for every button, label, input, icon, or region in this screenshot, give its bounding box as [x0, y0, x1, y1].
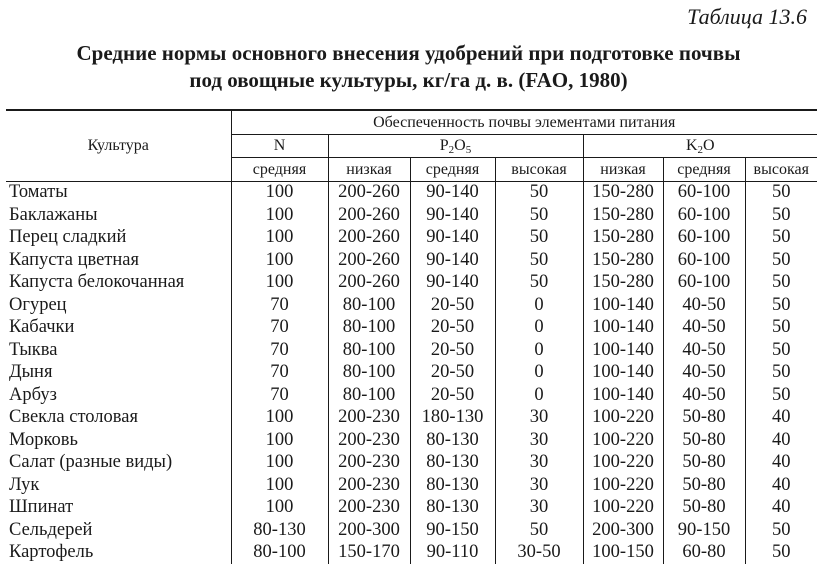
crop-name: Морковь [9, 429, 78, 450]
rate-cell: 80-100 [328, 362, 410, 385]
rate-cell: 40 [745, 429, 817, 452]
rate-cell: 50 [495, 519, 583, 542]
rate-cell: 80-130 [410, 429, 495, 452]
rate-cell: 90-150 [663, 519, 745, 542]
rate-cell: 50 [495, 204, 583, 227]
rate-cell: 60-80 [663, 542, 745, 565]
rate-cell: 100 [231, 497, 328, 520]
rate-cell: 30 [495, 474, 583, 497]
rate-cell: 70 [231, 317, 328, 340]
crop-name: Кабачки [9, 317, 75, 338]
rate-cell: 30 [495, 452, 583, 475]
rate-cell: 50 [745, 204, 817, 227]
crop-name: Дыня [9, 362, 53, 383]
table-label: Таблица 13.6 [687, 4, 807, 29]
crop-name: Баклажаны [9, 204, 98, 225]
rate-cell: 200-300 [583, 519, 663, 542]
rate-cell: 200-260 [328, 249, 410, 272]
rate-cell: 30 [495, 429, 583, 452]
header-p-low: низкая [328, 158, 410, 182]
rate-cell: 40-50 [663, 339, 745, 362]
rate-cell: 100 [231, 474, 328, 497]
rate-cell: 50 [745, 272, 817, 295]
title-line-2: под овощные культуры, кг/га д. в. (FAO, 1980) [189, 68, 628, 92]
crop-name: Перец сладкий [9, 227, 127, 248]
rate-cell: 150-280 [583, 181, 663, 204]
rate-cell: 100 [231, 204, 328, 227]
rate-cell: 90-150 [410, 519, 495, 542]
table-row [6, 317, 817, 340]
rate-cell: 50-80 [663, 497, 745, 520]
rate-cell: 200-260 [328, 227, 410, 250]
table-row [6, 452, 817, 475]
rate-cell: 30 [495, 407, 583, 430]
rate-cell: 60-100 [663, 249, 745, 272]
rate-cell: 0 [495, 362, 583, 385]
rate-cell: 50 [495, 249, 583, 272]
rate-cell: 0 [495, 339, 583, 362]
rate-cell: 50 [745, 317, 817, 340]
rate-cell: 70 [231, 294, 328, 317]
rate-cell: 200-230 [328, 474, 410, 497]
rate-cell: 50-80 [663, 474, 745, 497]
rate-cell: 80-100 [231, 542, 328, 565]
header-p-high: высокая [495, 158, 583, 182]
rate-cell: 100-150 [583, 542, 663, 565]
rate-cell: 20-50 [410, 339, 495, 362]
rate-cell: 80-100 [328, 339, 410, 362]
page-title [0, 40, 817, 94]
header-supply: Обеспеченность почвы элементами питания [231, 110, 817, 134]
rate-cell: 150-280 [583, 249, 663, 272]
rate-cell: 20-50 [410, 317, 495, 340]
table-row [6, 474, 817, 497]
header-k-medium: средняя [663, 158, 745, 182]
rate-cell: 50 [495, 272, 583, 295]
rate-cell: 80-130 [410, 452, 495, 475]
rate-cell: 180-130 [410, 407, 495, 430]
rate-cell: 100-220 [583, 452, 663, 475]
rate-cell: 50-80 [663, 429, 745, 452]
rate-cell: 80-130 [231, 519, 328, 542]
rate-cell: 100 [231, 249, 328, 272]
rate-cell: 80-100 [328, 317, 410, 340]
table-row [6, 362, 817, 385]
rate-cell: 100-220 [583, 497, 663, 520]
rate-cell: 200-260 [328, 272, 410, 295]
rate-cell: 50 [745, 294, 817, 317]
rate-cell: 50 [745, 362, 817, 385]
rate-cell: 50 [745, 249, 817, 272]
table-row [6, 294, 817, 317]
rate-cell: 70 [231, 362, 328, 385]
rate-cell: 70 [231, 339, 328, 362]
rate-cell: 200-260 [328, 181, 410, 204]
rate-cell: 60-100 [663, 204, 745, 227]
rate-cell: 70 [231, 384, 328, 407]
crop-name: Тыква [9, 339, 58, 360]
rate-cell: 100-140 [583, 384, 663, 407]
rate-cell: 100-220 [583, 407, 663, 430]
rate-cell: 80-130 [410, 497, 495, 520]
rate-cell: 40 [745, 497, 817, 520]
header-n: N [231, 134, 328, 158]
rate-cell: 90-140 [410, 272, 495, 295]
rate-cell: 50 [745, 519, 817, 542]
rate-cell: 0 [495, 317, 583, 340]
table-body [6, 181, 817, 564]
rate-cell: 50 [745, 542, 817, 565]
rate-cell: 0 [495, 294, 583, 317]
header-p2o5: $P_2O_5$ [328, 134, 583, 158]
table-row [6, 204, 817, 227]
table-row [6, 497, 817, 520]
rate-cell: 50 [745, 227, 817, 250]
rate-cell: 150-170 [328, 542, 410, 565]
table-row [6, 519, 817, 542]
fertilizer-table [6, 109, 817, 564]
crop-name: Лук [9, 474, 40, 495]
rate-cell: 100-220 [583, 474, 663, 497]
rate-cell: 90-140 [410, 249, 495, 272]
crop-name: Капуста белокочанная [9, 272, 185, 293]
rate-cell: 90-140 [410, 204, 495, 227]
rate-cell: 80-100 [328, 384, 410, 407]
rate-cell: 40-50 [663, 362, 745, 385]
rate-cell: 100-220 [583, 429, 663, 452]
rate-cell: 100 [231, 429, 328, 452]
title-line-1: Средние нормы основного внесения удобрений при подготовке почвы [76, 41, 741, 65]
crop-name: Огурец [9, 294, 67, 315]
rate-cell: 80-100 [328, 294, 410, 317]
rate-cell: 0 [495, 384, 583, 407]
rate-cell: 50 [745, 339, 817, 362]
rate-cell: 60-100 [663, 181, 745, 204]
table-row [6, 384, 817, 407]
rate-cell: 200-230 [328, 429, 410, 452]
rate-cell: 20-50 [410, 384, 495, 407]
rate-cell: 100-140 [583, 294, 663, 317]
table-row [6, 339, 817, 362]
table-row [6, 272, 817, 295]
crop-name: Арбуз [9, 384, 57, 405]
crop-name: Свекла столовая [9, 407, 138, 428]
rate-cell: 200-260 [328, 204, 410, 227]
rate-cell: 100 [231, 227, 328, 250]
rate-cell: 90-110 [410, 542, 495, 565]
rate-cell: 80-130 [410, 474, 495, 497]
rate-cell: 40 [745, 407, 817, 430]
rate-cell: 50 [495, 227, 583, 250]
rate-cell: 60-100 [663, 227, 745, 250]
rate-cell: 100-140 [583, 317, 663, 340]
rate-cell: 200-230 [328, 452, 410, 475]
crop-name: Сельдерей [9, 519, 93, 540]
crop-name: Картофель [9, 542, 94, 563]
rate-cell: 150-280 [583, 227, 663, 250]
rate-cell: 40-50 [663, 317, 745, 340]
crop-name: Салат (разные виды) [9, 452, 173, 473]
crop-name: Капуста цветная [9, 249, 140, 270]
rate-cell: 100 [231, 452, 328, 475]
rate-cell: 20-50 [410, 362, 495, 385]
header-crop: Культура [6, 110, 231, 181]
rate-cell: 90-140 [410, 181, 495, 204]
rate-cell: 20-50 [410, 294, 495, 317]
rate-cell: 200-230 [328, 407, 410, 430]
table-row [6, 407, 817, 430]
rate-cell: 50-80 [663, 452, 745, 475]
rate-cell: 100 [231, 181, 328, 204]
header-k-high: высокая [745, 158, 817, 182]
header-k-low: низкая [583, 158, 663, 182]
rate-cell: 100-140 [583, 339, 663, 362]
header-p-medium: средняя [410, 158, 495, 182]
table-row [6, 181, 817, 204]
rate-cell: 100 [231, 272, 328, 295]
table-row [6, 249, 817, 272]
rate-cell: 50 [745, 181, 817, 204]
rate-cell: 40-50 [663, 384, 745, 407]
rate-cell: 60-100 [663, 272, 745, 295]
header-k2o: $K_2O$ [583, 134, 817, 158]
table-row [6, 542, 817, 565]
rate-cell: 30 [495, 497, 583, 520]
rate-cell: 200-300 [328, 519, 410, 542]
table-row [6, 227, 817, 250]
crop-name: Томаты [9, 182, 68, 203]
rate-cell: 50 [745, 384, 817, 407]
rate-cell: 50 [495, 181, 583, 204]
rate-cell: 40-50 [663, 294, 745, 317]
rate-cell: 150-280 [583, 272, 663, 295]
rate-cell: 30-50 [495, 542, 583, 565]
crop-name: Шпинат [9, 497, 74, 518]
header-n-medium: средняя [231, 158, 328, 182]
rate-cell: 100-140 [583, 362, 663, 385]
rate-cell: 200-230 [328, 497, 410, 520]
rate-cell: 150-280 [583, 204, 663, 227]
rate-cell: 40 [745, 474, 817, 497]
rate-cell: 40 [745, 452, 817, 475]
rate-cell: 100 [231, 407, 328, 430]
rate-cell: 50-80 [663, 407, 745, 430]
table-row [6, 429, 817, 452]
rate-cell: 90-140 [410, 227, 495, 250]
